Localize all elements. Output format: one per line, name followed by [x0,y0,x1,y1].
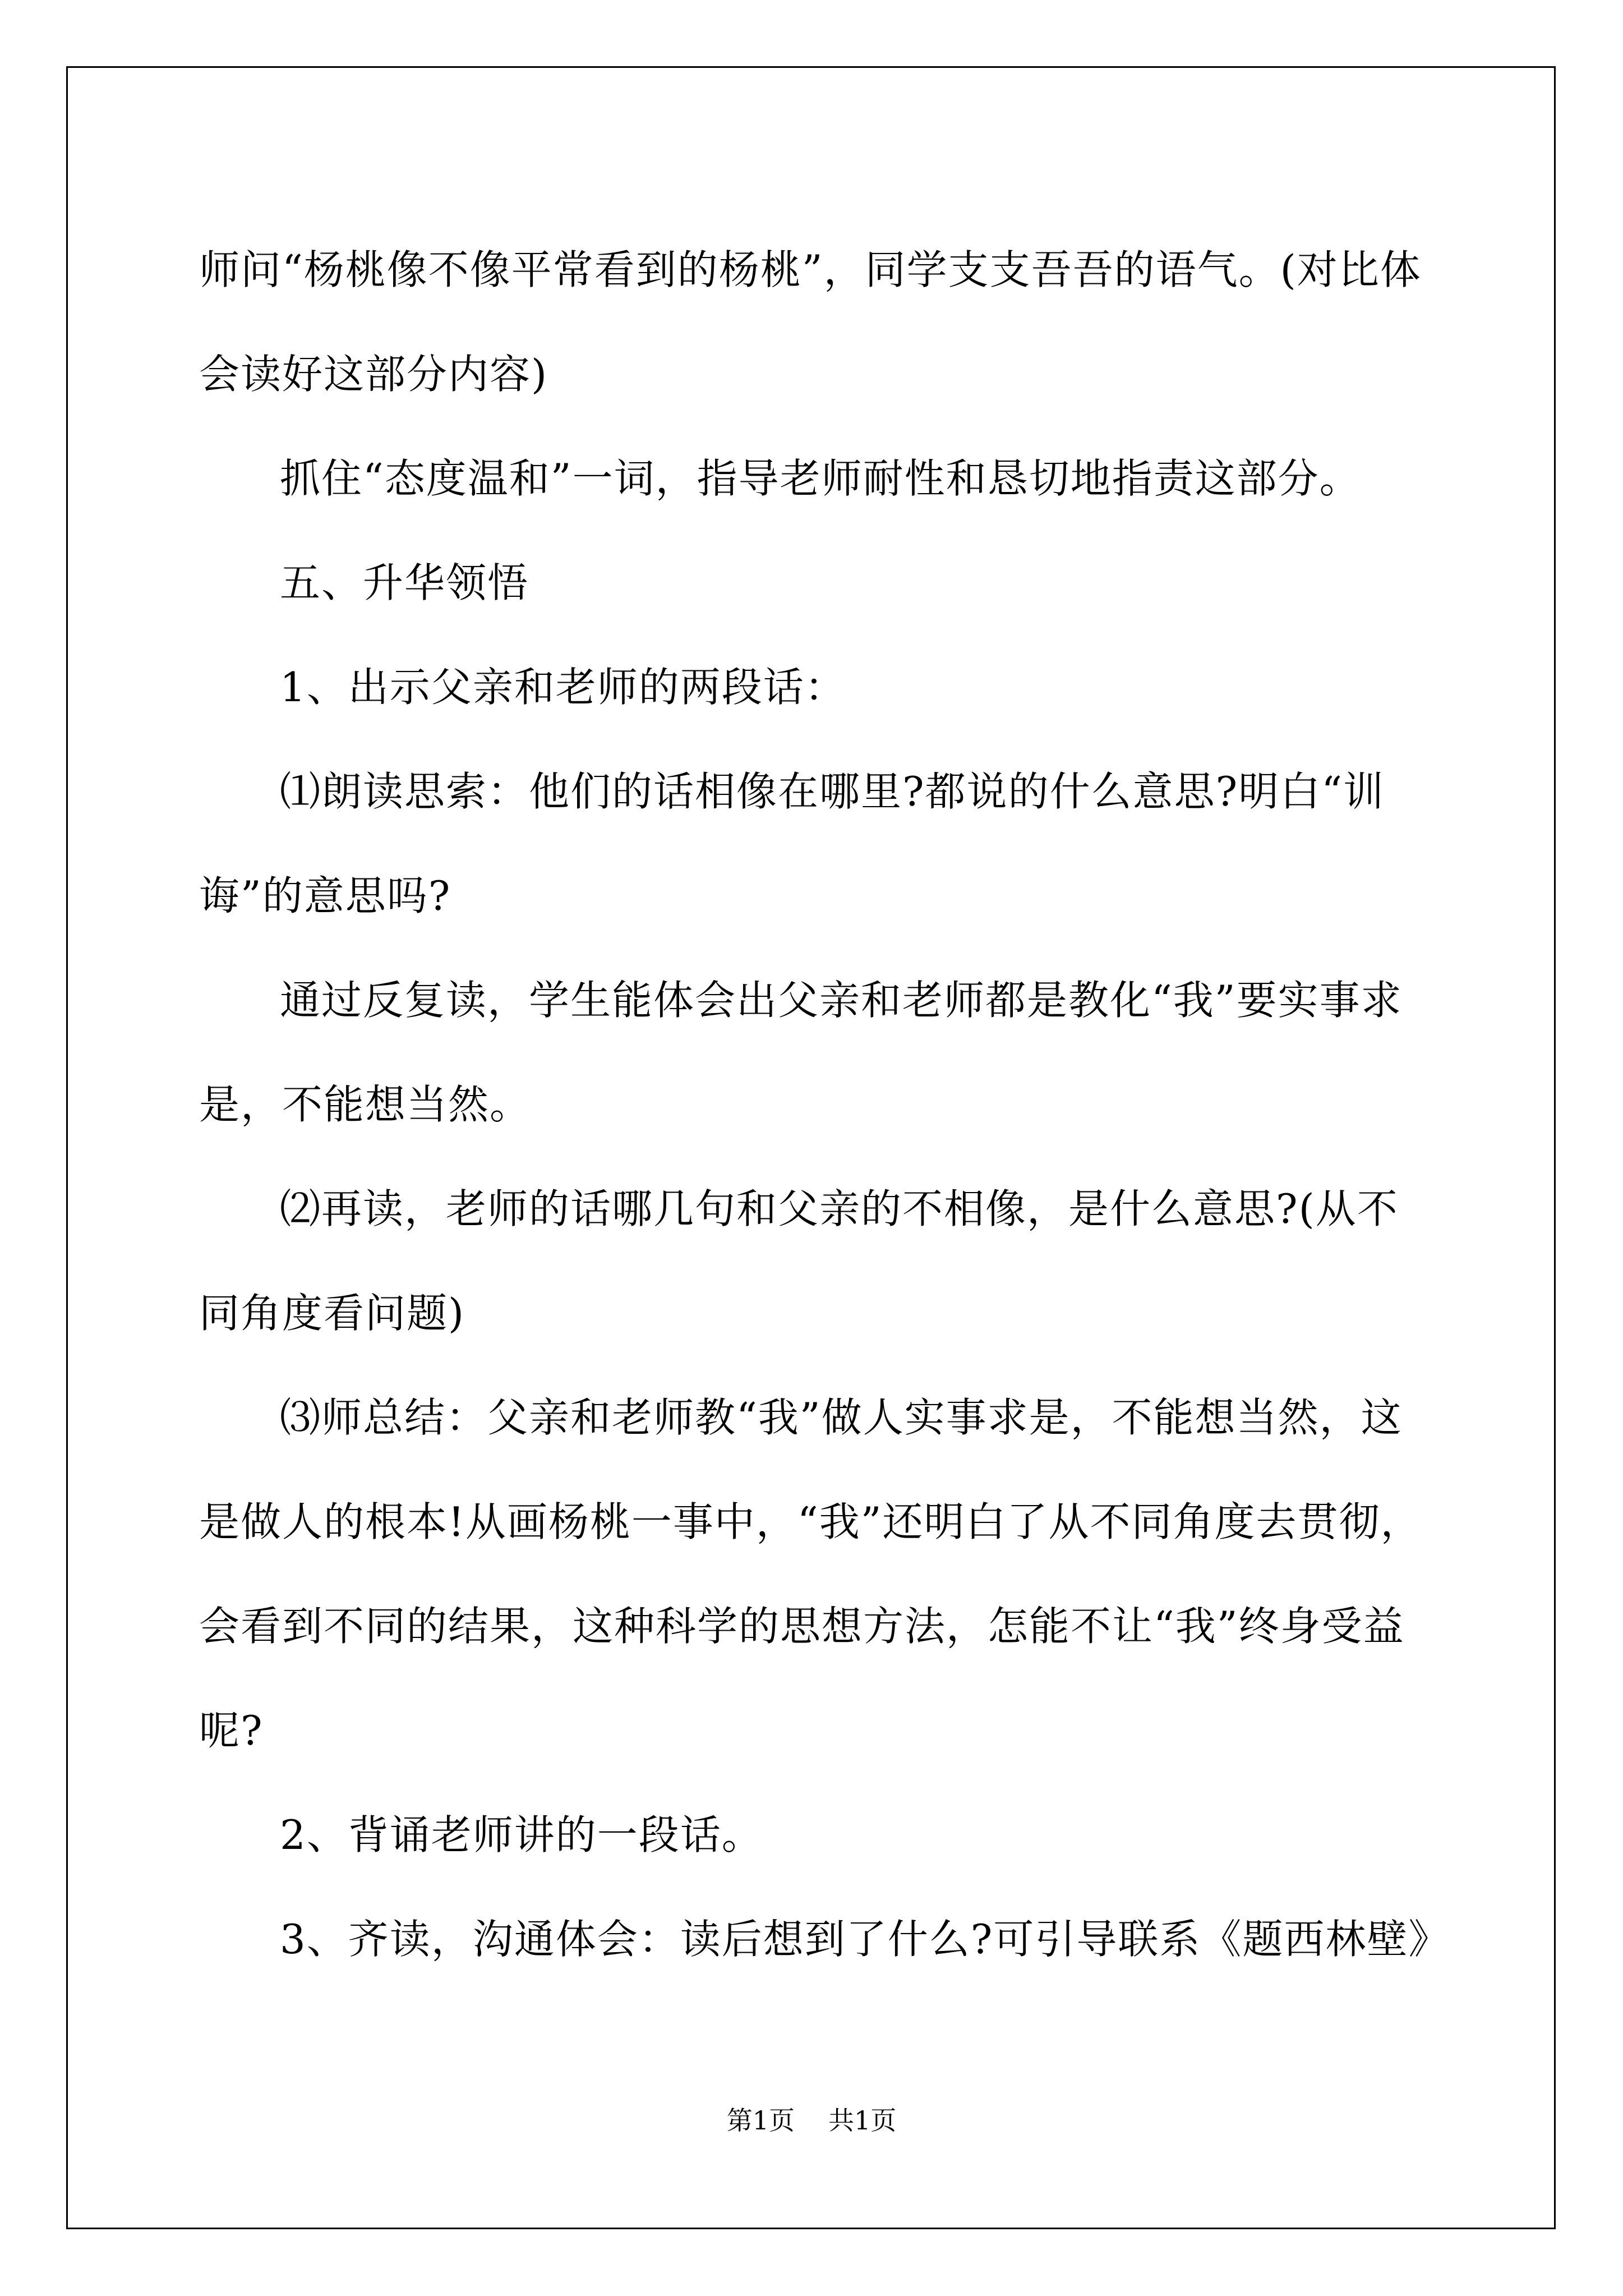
paragraph: 通过反复读，学生能体会出父亲和老师都是教化“我”要实事求是，不能想当然。 [199,977,1403,1128]
paragraph: ⑵再读，老师的话哪几句和父亲的不相像，是什么意思?(从不同角度看问题) [199,1185,1399,1337]
paragraph: ⑴朗读思索：他们的话相像在哪里?都说的什么意思?明白“训诲”的意思吗? [199,768,1385,919]
paragraph: 2、背诵老师讲的一段话。 [280,1811,763,1858]
paragraph: 3、齐读，沟通体会：读后想到了什么?可引导联系《题西林壁》 [280,1916,1450,1963]
paragraph: ⑶师总结：父亲和老师教“我”做人实事求是，不能想当然，这是做人的根本!从画杨桃一事中，“我”还明白了从不同角度去贯彻，会看到不同的结果，这种科学的思想方法，怎能不让“我”终身受益呢? [199,1394,1422,1754]
page-footer [0,2104,1623,2137]
section-heading: 五、升华领悟 [280,559,529,606]
paragraph: 1、出示父亲和老师的两段话： [280,664,846,711]
document-body [199,218,1450,1991]
paragraph: 抓住“态度温和”一词，指导老师耐性和恳切地指责这部分。 [280,455,1361,502]
page-number: 第1页 [726,2105,795,2136]
page-total: 共1页 [828,2105,897,2136]
paragraph: 师问“杨桃像不像平常看到的杨桃”，同学支支吾吾的语气。(对比体会读好这部分内容) [199,246,1422,398]
